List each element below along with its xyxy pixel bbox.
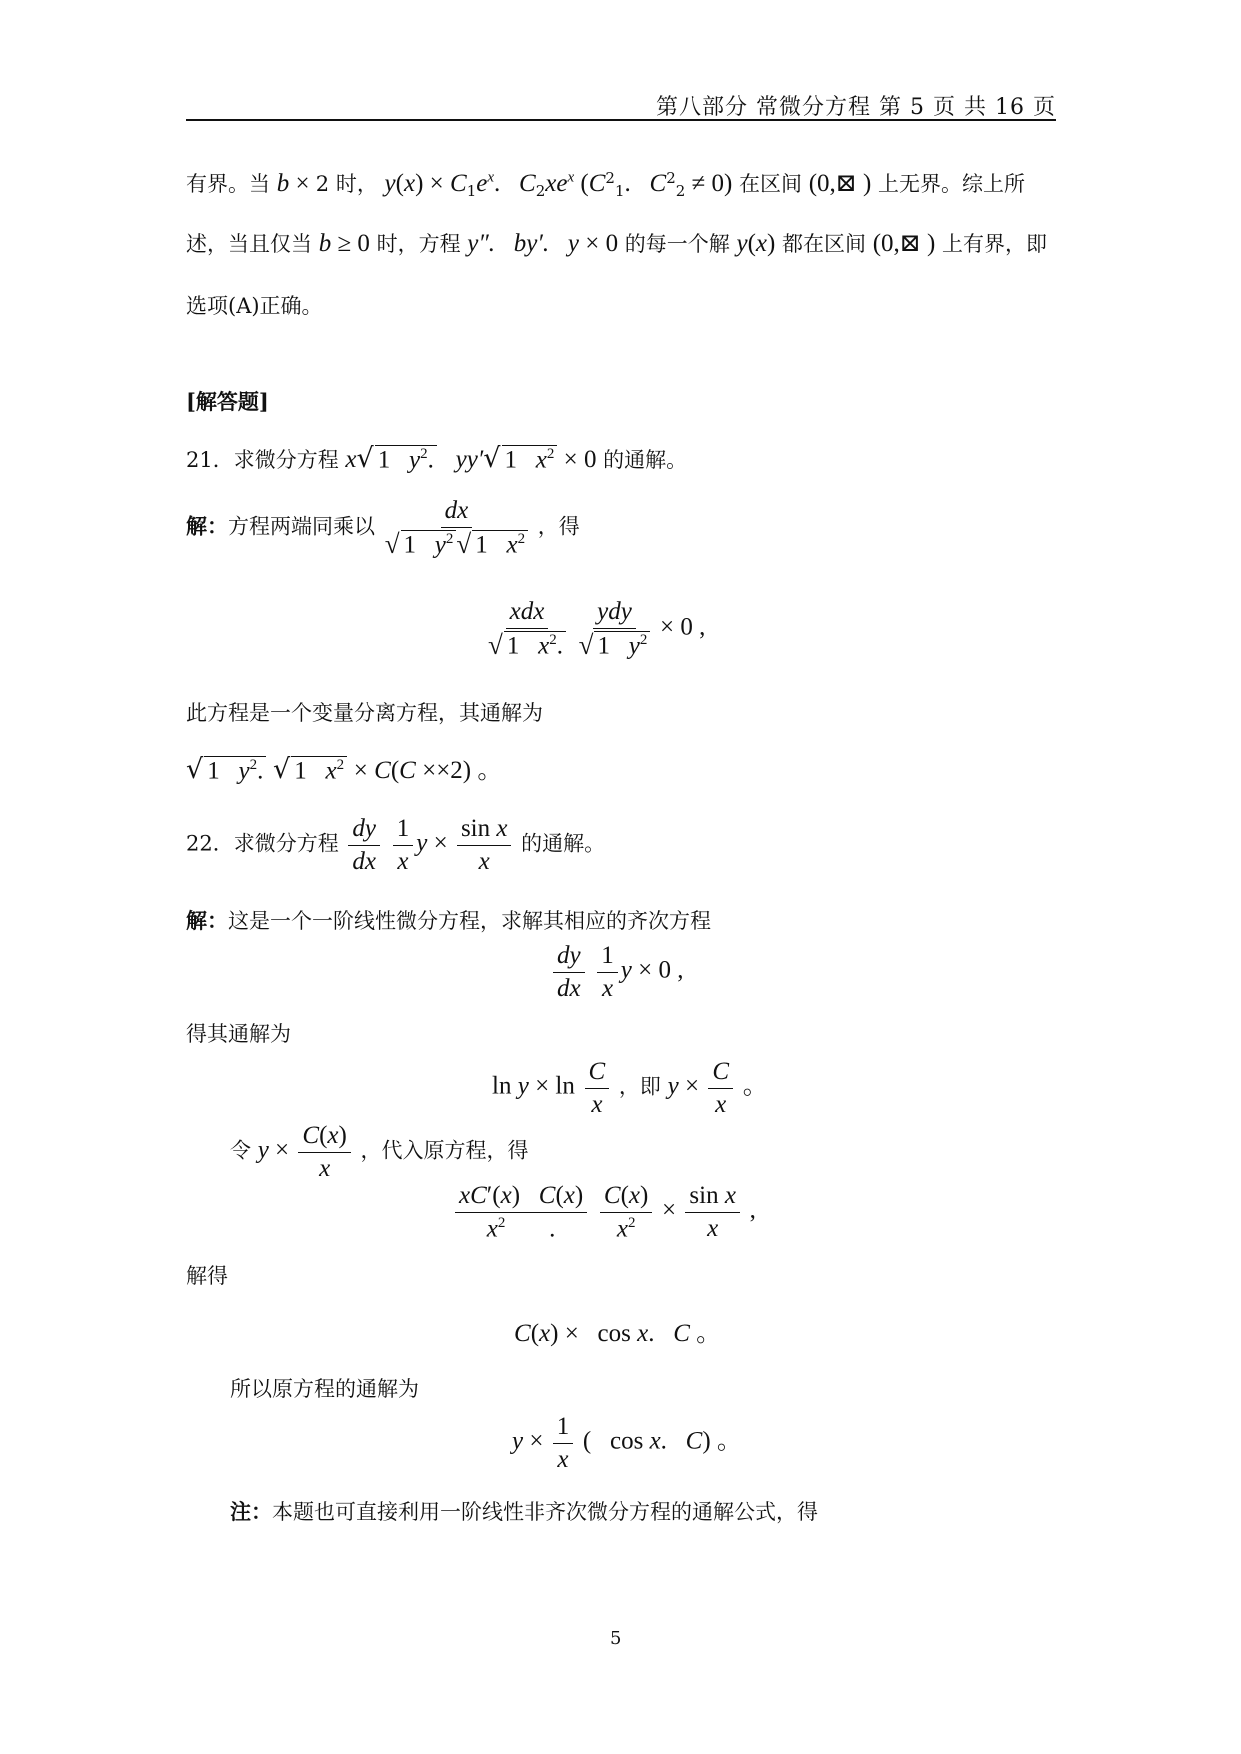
math: ×: [523, 1427, 550, 1455]
q21-prompt: [186, 443, 687, 474]
text-frag: ，即: [618, 1074, 661, 1099]
q22-log-solution: [492, 1058, 768, 1118]
math: ×: [678, 1072, 706, 1100]
math: ) ×: [415, 170, 451, 197]
math: C(x) × cos x. C 。: [514, 1320, 722, 1347]
para1-line2: [186, 228, 1047, 258]
math: ln y × ln: [492, 1072, 575, 1100]
text-frag: 本题也可直接利用一阶线性非齐次微分方程的通解公式，得: [272, 1500, 818, 1524]
fraction: $\frac{dx}{√ 1 y^2 √ 1 x^2}$: [385, 497, 528, 559]
page-number: 5: [610, 1628, 622, 1649]
note-label: 注：: [230, 1499, 272, 1524]
math: y: [667, 1072, 679, 1100]
math: ×: [289, 170, 316, 197]
para1-line1: [186, 168, 1025, 200]
text-frag: 上无界。综上所: [878, 172, 1025, 196]
math: × 0: [578, 230, 619, 257]
math: y: [257, 1136, 269, 1164]
sqrt-sign: √: [483, 443, 501, 474]
math: 2: [675, 182, 686, 201]
q22-general-text: 得其通解为: [186, 1022, 291, 1046]
fraction: $\frac{C(x)}{x^2}$: [600, 1182, 652, 1242]
math: y: [620, 956, 632, 984]
fraction: $\frac{\text{sin x}}{x}$: [685, 1182, 740, 1242]
fraction: $\frac{\text{xdx}}{√ 1 x^2.}$: [488, 598, 566, 660]
fraction: $\frac{C(x)}{x}$: [298, 1122, 350, 1182]
math: 1 $y^2$.: [204, 756, 266, 785]
solution-label: 解：: [186, 908, 228, 933]
text-frag: 的通解。: [603, 448, 688, 472]
text-frag: 述，当且仅当: [186, 232, 312, 256]
math: (: [395, 170, 404, 197]
q21-separation-text: 此方程是一个变量分离方程，其通解为: [186, 701, 543, 725]
text-frag: 这是一个一阶线性微分方程，求解其相应的齐次方程: [228, 909, 711, 933]
math: x: [345, 446, 357, 473]
fraction: $\frac{xC'(x) C(x)}{x^2 .}$: [455, 1182, 587, 1242]
text-frag: 有界。当: [186, 172, 270, 196]
math: y: [736, 230, 748, 257]
math: 2: [535, 182, 546, 201]
math: y: [512, 1427, 524, 1455]
fraction: $\frac{1}{x}$: [553, 1413, 574, 1473]
fraction: $\frac{C}{x}$: [708, 1058, 733, 1118]
math: yy′: [436, 446, 484, 473]
text-frag: 上有界，即: [942, 232, 1047, 256]
math: 2: [666, 169, 676, 187]
q22-note: [230, 1496, 818, 1526]
math: b: [318, 230, 332, 257]
math: 2: [605, 169, 615, 187]
math: C: [519, 170, 536, 197]
q22-substitution: [230, 1122, 529, 1182]
solution-label: 解：: [186, 513, 228, 539]
math: 1: [614, 182, 625, 201]
math: .: [624, 170, 650, 197]
math: ( cos x. C) 。: [582, 1427, 742, 1455]
math: 1: [466, 182, 477, 201]
q21-solution-intro: [186, 497, 580, 559]
math: ×: [268, 1136, 296, 1164]
text-frag: ，得: [537, 514, 580, 539]
text-frag: 的通解。: [521, 831, 606, 856]
math: (0,⊠ ): [808, 170, 872, 197]
q22-final-solution: [512, 1413, 742, 1473]
math: ): [767, 230, 776, 257]
math: ×: [662, 1196, 683, 1224]
sqrt-sign: √: [186, 754, 204, 785]
math: .: [494, 170, 520, 197]
text-frag: 都在区间: [782, 232, 867, 256]
math: y: [384, 170, 396, 197]
math: × 0 ,: [631, 956, 684, 984]
fraction: $\frac{1}{x}$: [393, 815, 414, 875]
math: x: [403, 170, 416, 197]
math: $e^x$: [476, 169, 495, 197]
text-frag: 22．求微分方程: [186, 831, 339, 856]
para1-line3: 选项(A)正确。: [186, 294, 323, 318]
fraction: $\frac{1}{x}$: [597, 942, 618, 1002]
math: y″. by′. y: [467, 230, 579, 257]
math: × C(C ××2) 。: [353, 757, 503, 784]
math: 。: [742, 1072, 768, 1100]
math: b: [276, 170, 290, 197]
text-frag: 的每一个解: [624, 232, 730, 256]
q22-prompt: [186, 815, 605, 875]
text-frag: 时，方程: [376, 232, 461, 256]
math: y: [416, 829, 428, 857]
fraction: $\frac{\text{sin x}}{x}$: [457, 815, 512, 875]
running-header: 第八部分 常微分方程 第 5 页 共 16 页: [656, 95, 1056, 120]
math: (0,⊠ ): [872, 230, 936, 257]
math: (: [574, 170, 589, 197]
math: C: [450, 170, 467, 197]
q22-homogeneous-eq: [550, 942, 684, 1002]
math: ≥ 0: [331, 230, 370, 257]
math: 1 $x^2$: [291, 756, 347, 785]
math: ×: [427, 829, 454, 857]
text-frag: 令: [230, 1138, 251, 1163]
header-rule: [186, 119, 1056, 121]
math: ,: [749, 1196, 756, 1224]
fraction: $\frac{dy}{dx}$: [348, 815, 380, 875]
math: C: [649, 170, 667, 197]
q22-solution-intro: [186, 905, 711, 935]
math: 1 $y^2$.: [375, 445, 437, 474]
section-title: [解答题]: [186, 389, 269, 414]
q22-solve-text: 解得: [186, 1264, 228, 1288]
text-frag: ，代入原方程，得: [360, 1138, 529, 1163]
math: x: [755, 230, 767, 257]
q21-general-solution: [186, 750, 502, 786]
q22-final-text: 所以原方程的通解为: [230, 1377, 419, 1401]
fraction: $\frac{\text{ydy}}{√ 1 y^2}$: [579, 598, 651, 660]
q22-substituted-eq: [452, 1182, 756, 1242]
math: × 0 ,: [660, 613, 706, 641]
math: × 0: [557, 446, 597, 473]
math: $xe^x$: [545, 169, 575, 197]
text-frag: 方程两端同乘以: [228, 514, 375, 539]
text-frag: 21．求微分方程: [186, 448, 339, 472]
q22-cx-solution: [514, 1313, 721, 1349]
math: C: [588, 170, 606, 197]
text-frag: 在区间: [739, 172, 803, 196]
math: (: [747, 230, 756, 257]
math: 1 $x^2$: [502, 445, 558, 474]
sqrt-sign: √: [356, 443, 374, 474]
math: ≠ 0): [685, 170, 733, 197]
fraction: $\frac{C}{x}$: [585, 1058, 610, 1118]
q21-equation: [485, 598, 705, 660]
fraction: $\frac{dy}{dx}$: [553, 942, 585, 1002]
text-frag: 2 时，: [315, 172, 378, 196]
sqrt-sign: √: [273, 754, 291, 785]
